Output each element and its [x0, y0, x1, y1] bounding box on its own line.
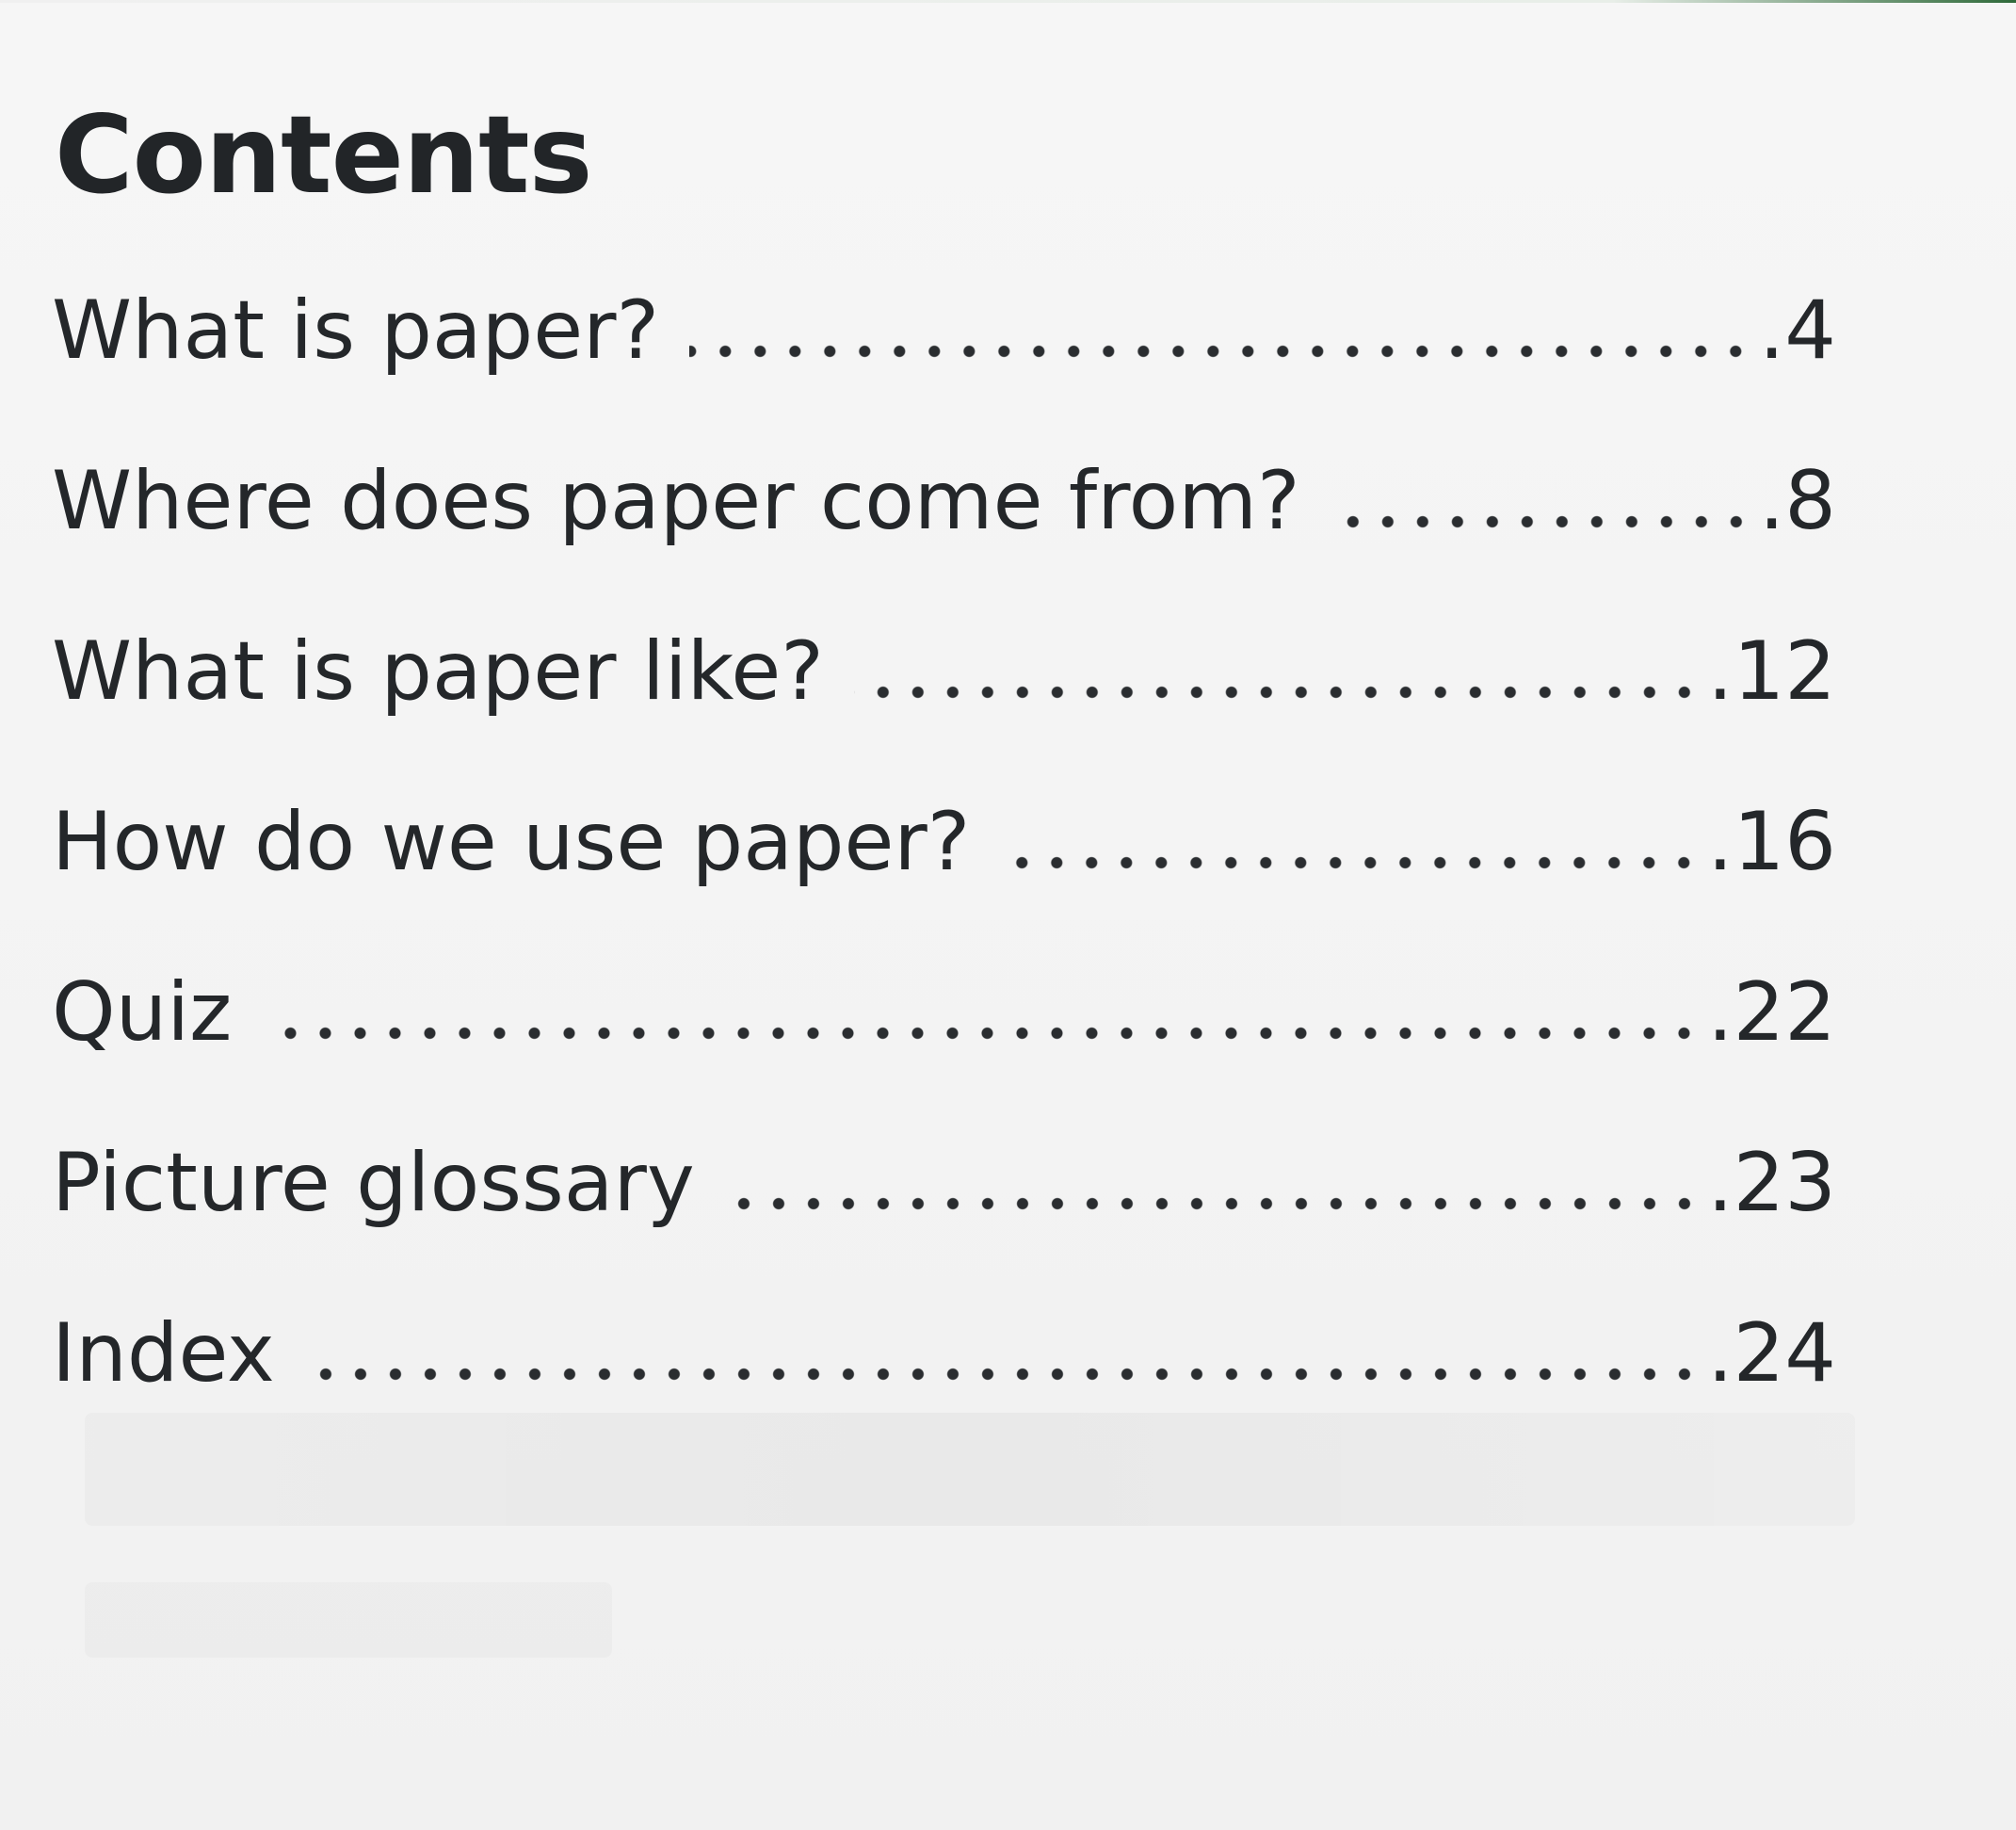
- toc-entry-label: How do we use paper?: [52, 795, 971, 889]
- toc-entry-page-number: . 16: [1707, 802, 1836, 883]
- dot-leader: [1331, 515, 1753, 528]
- toc-entry: [52, 624, 1836, 802]
- toc-entry-page-number: . 22: [1707, 972, 1836, 1053]
- page-title: Contents: [55, 92, 592, 218]
- toc-entry-label: Index: [52, 1306, 275, 1401]
- table-of-contents: [52, 283, 1836, 1483]
- toc-entry: [52, 1136, 1836, 1313]
- toc-entry-label: Where does paper come from?: [52, 454, 1300, 548]
- toc-entry: [52, 965, 1836, 1142]
- toc-entry-label: What is paper?: [52, 283, 660, 378]
- dot-leader: [1000, 856, 1702, 869]
- dot-leader: [689, 345, 1753, 358]
- toc-entry: [52, 283, 1836, 461]
- toc-entry: [52, 1306, 1836, 1483]
- dot-leader: [305, 1368, 1702, 1381]
- dot-leader: [854, 686, 1702, 699]
- show-through-shadow: [85, 1582, 612, 1658]
- toc-entry: [52, 795, 1836, 972]
- toc-entry: [52, 454, 1836, 631]
- toc-entry-page-number: . 24: [1707, 1313, 1836, 1394]
- dot-leader: [262, 1027, 1702, 1040]
- toc-entry-page-number: . 4: [1759, 290, 1836, 371]
- toc-entry-label: What is paper like?: [52, 624, 824, 719]
- toc-entry-page-number: . 23: [1707, 1142, 1836, 1223]
- dot-leader: [725, 1197, 1702, 1210]
- toc-entry-page-number: . 8: [1759, 461, 1836, 542]
- toc-entry-label: Picture glossary: [52, 1136, 695, 1230]
- toc-entry-label: Quiz: [52, 965, 233, 1060]
- toc-entry-page-number: . 12: [1707, 631, 1836, 712]
- page-top-edge: [0, 0, 2016, 3]
